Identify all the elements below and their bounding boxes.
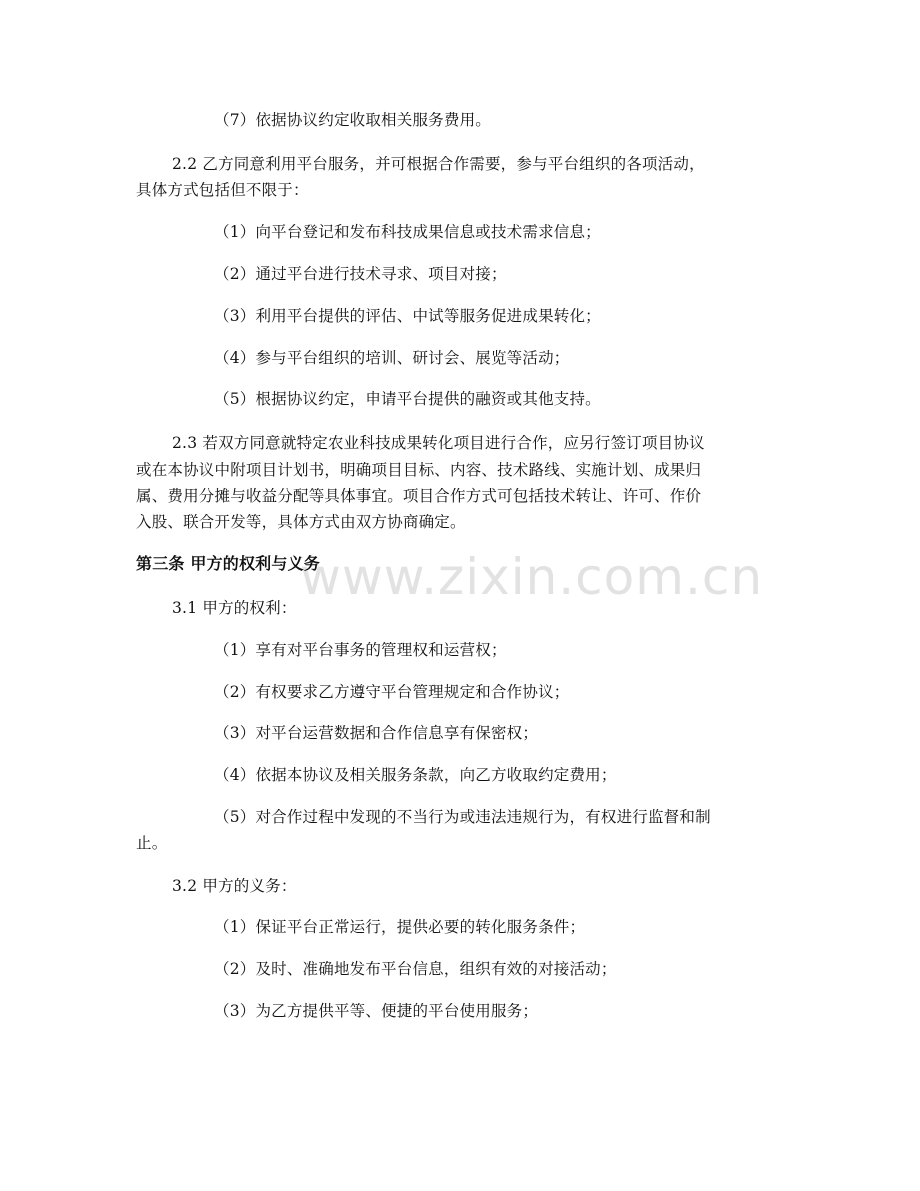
watermark: www.zixin.com.cn bbox=[300, 548, 764, 606]
clause-2-2-item: （3）利用平台提供的评估、中试等服务促进成果转化； bbox=[214, 307, 601, 325]
clause-2-2-item: （2）通过平台进行技术寻求、项目对接； bbox=[214, 265, 507, 283]
clause-2-2-item: （4）参与平台组织的培训、研讨会、展览等活动； bbox=[214, 349, 570, 367]
clause-3-2-item: （2）及时、准确地发布平台信息，组织有效的对接活动； bbox=[214, 960, 617, 978]
clause-3-1-item: （4）依据本协议及相关服务条款，向乙方收取约定费用； bbox=[214, 766, 617, 784]
item-fee: （7）依据协议约定收取相关服务费用。 bbox=[214, 111, 491, 129]
clause-2-3-line: 入股、联合开发等，具体方式由双方协商确定。 bbox=[136, 513, 466, 531]
clause-3-1-item: （1）享有对平台事务的管理权和运营权； bbox=[214, 641, 507, 659]
clause-2-2-item: （1）向平台登记和发布科技成果信息或技术需求信息； bbox=[214, 223, 601, 241]
clause-2-2-item: （5）根据协议约定，申请平台提供的融资或其他支持。 bbox=[214, 390, 601, 408]
clause-3-1-item: （5）对合作过程中发现的不当行为或违法违规行为，有权进行监督和制 bbox=[214, 808, 711, 826]
clause-3-1-item: （3）对平台运营数据和合作信息享有保密权； bbox=[214, 724, 539, 742]
clause-2-2-line2: 具体方式包括但不限于： bbox=[136, 181, 309, 199]
article-3-heading: 第三条 甲方的权利与义务 bbox=[136, 554, 320, 573]
clause-3-1-item-continuation: 止。 bbox=[136, 834, 168, 852]
clause-3-1-item: （2）有权要求乙方遵守平台管理规定和合作协议； bbox=[214, 683, 570, 701]
clause-3-1-title: 3.1 甲方的权利： bbox=[172, 599, 297, 617]
clause-2-2-line1: 2.2 乙方同意利用平台服务，并可根据合作需要，参与平台组织的各项活动， bbox=[172, 155, 705, 173]
clause-3-2-title: 3.2 甲方的义务： bbox=[172, 877, 297, 895]
clause-2-3-line: 或在本协议中附项目计划书，明确项目目标、内容、技术路线、实施计划、成果归 bbox=[136, 461, 702, 479]
clause-2-3-line: 属、费用分摊与收益分配等具体事宜。项目合作方式可包括技术转让、许可、作价 bbox=[136, 487, 702, 505]
clause-2-3-line: 2.3 若双方同意就特定农业科技成果转化项目进行合作，应另行签订项目协议 bbox=[172, 434, 705, 452]
clause-3-2-item: （3）为乙方提供平等、便捷的平台使用服务； bbox=[214, 1002, 539, 1020]
clause-3-2-item: （1）保证平台正常运行，提供必要的转化服务条件； bbox=[214, 918, 586, 936]
